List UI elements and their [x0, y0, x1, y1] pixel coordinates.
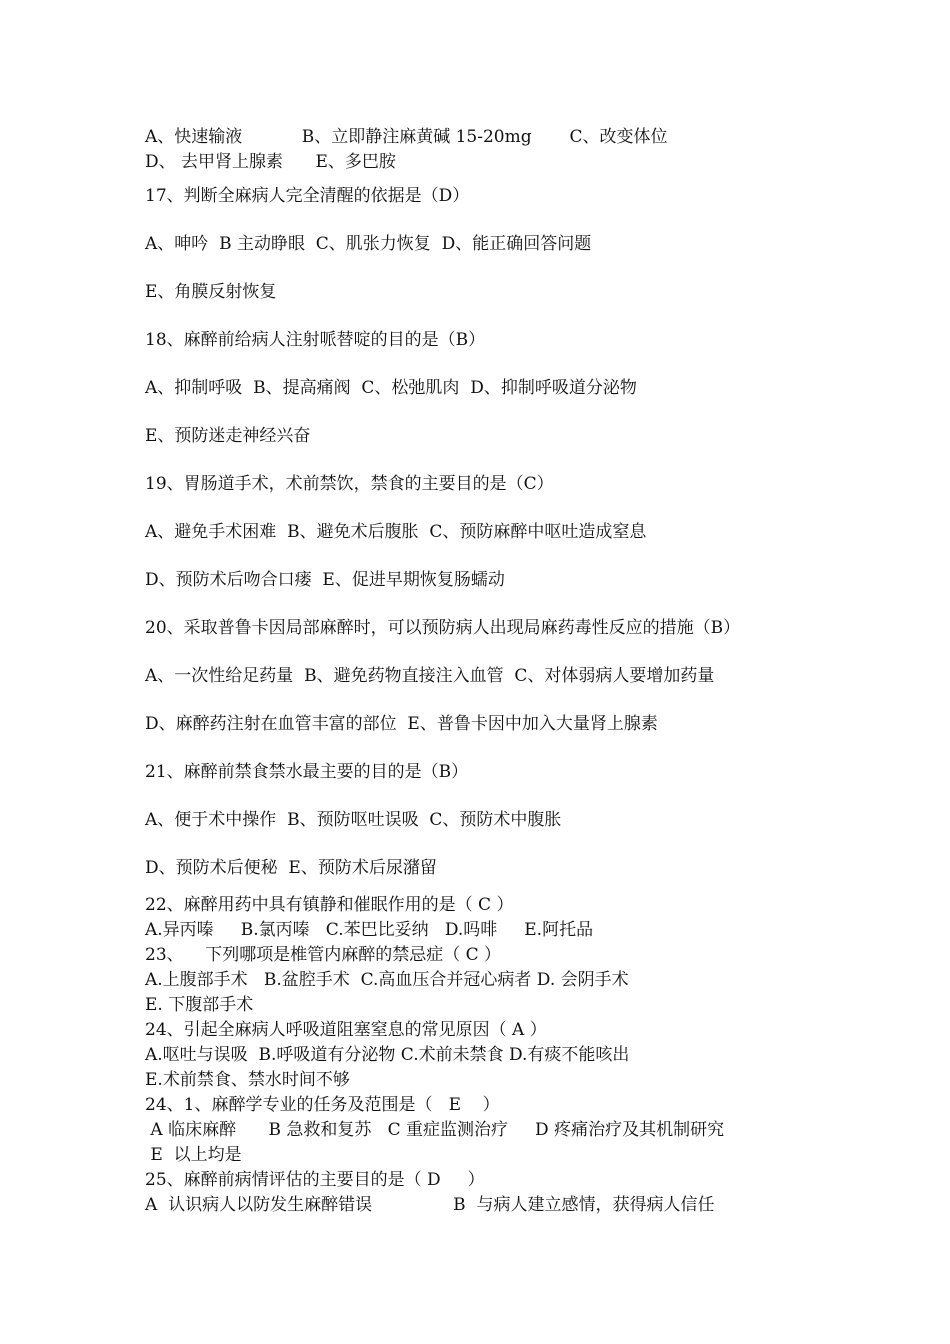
options-17-e: E、角膜反射恢复	[145, 282, 277, 302]
options-19-d-e: D、预防术后吻合口瘘 E、促进早期恢复肠蠕动	[145, 570, 505, 590]
options-21-d-e: D、预防术后便秘 E、预防术后尿潴留	[145, 858, 437, 878]
question-18: 18、麻醉前给病人注射哌替啶的目的是（B）	[145, 330, 486, 350]
options-23-a-d: A.上腹部手术 B.盆腔手术 C.高血压合并冠心病者 D. 会阴手术	[145, 970, 629, 990]
options-20-d-e: D、麻醉药注射在血管丰富的部位 E、普鲁卡因中加入大量肾上腺素	[145, 714, 658, 734]
question-22: 22、麻醉用药中具有镇静和催眠作用的是（ C ）	[145, 895, 514, 915]
question-19: 19、胃肠道手术，术前禁饮，禁食的主要目的是（C）	[145, 474, 554, 494]
options-24-1-a-d: A 临床麻醉 B 急救和复苏 C 重症监测治疗 D 疼痛治疗及其机制研究	[145, 1120, 725, 1140]
options-24-a-d: A.呕吐与误吸 B.呼吸道有分泌物 C.术前未禁食 D.有痰不能咳出	[145, 1045, 630, 1065]
options-24-1-e: E 以上均是	[145, 1145, 242, 1165]
question-21: 21、麻醉前禁食禁水最主要的目的是（B）	[145, 762, 469, 782]
question-20: 20、采取普鲁卡因局部麻醉时，可以预防病人出现局麻药毒性反应的措施（B）	[145, 618, 741, 638]
options-18-e: E、预防迷走神经兴奋	[145, 426, 311, 446]
options-22: A.异丙嗪 B.氯丙嗪 C.苯巴比妥纳 D.吗啡 E.阿托品	[145, 920, 594, 940]
options-21-a-c: A、便于术中操作 B、预防呕吐误吸 C、预防术中腹胀	[145, 810, 562, 830]
question-17: 17、判断全麻病人完全清醒的依据是（D）	[145, 186, 470, 206]
options-23-e: E. 下腹部手术	[145, 995, 254, 1015]
option-line-16-de: D、 去甲肾上腺素 E、多巴胺	[145, 152, 396, 172]
options-19-a-c: A、避免手术困难 B、避免术后腹胀 C、预防麻醉中呕吐造成窒息	[145, 522, 647, 542]
options-24-e: E.术前禁食、禁水时间不够	[145, 1070, 350, 1090]
options-25-a-b: A 认识病人以防发生麻醉错误 B 与病人建立感情，获得病人信任	[145, 1195, 715, 1215]
question-24: 24、引起全麻病人呼吸道阻塞窒息的常见原因（ A ）	[145, 1020, 547, 1040]
question-23: 23、 下列哪项是椎管内麻醉的禁忌症（ C ）	[145, 945, 502, 965]
question-24-1: 24、1、麻醉学专业的任务及范围是（ E ）	[145, 1095, 500, 1115]
options-17-a-d: A、呻吟 B 主动睁眼 C、肌张力恢复 D、能正确回答问题	[145, 234, 592, 254]
question-25: 25、麻醉前病情评估的主要目的是（ D ）	[145, 1170, 485, 1190]
option-line-16-abc: A、快速输液 B、立即静注麻黄碱 15-20mg C、改变体位	[145, 127, 668, 147]
options-18-a-d: A、抑制呼吸 B、提高痛阀 C、松弛肌肉 D、抑制呼吸道分泌物	[145, 378, 637, 398]
options-20-a-c: A、一次性给足药量 B、避免药物直接注入血管 C、对体弱病人要增加药量	[145, 666, 715, 686]
